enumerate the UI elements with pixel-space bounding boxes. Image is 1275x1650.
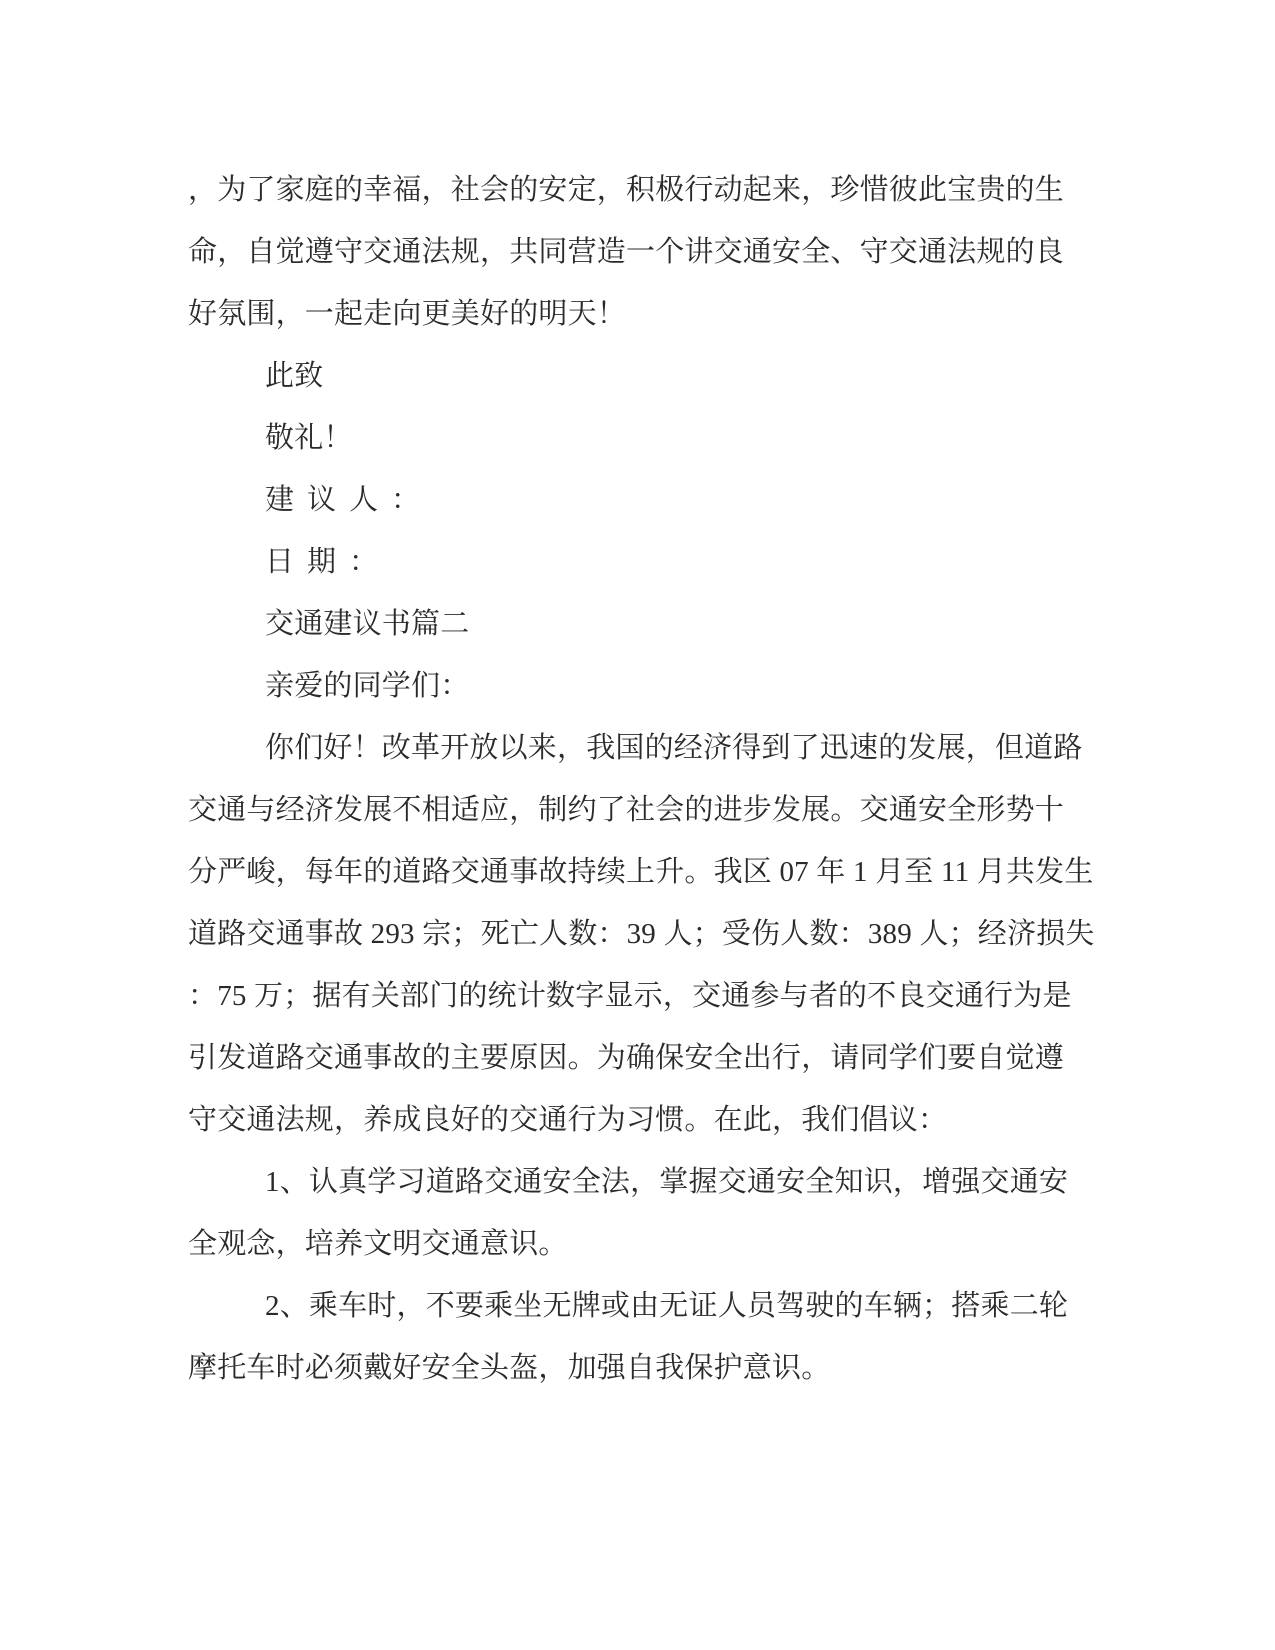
text-line: ：75 万；据有关部门的统计数字显示，交通参与者的不良交通行为是 — [188, 980, 1072, 1012]
text-line: 摩托车时必须戴好安全头盔，加强自我保护意识。 — [188, 1352, 831, 1384]
text-line-item-1: 1、认真学习道路交通安全法，掌握交通安全知识，增强交通安 — [265, 1166, 1069, 1198]
text-line-salutation: 亲爱的同学们： — [265, 670, 470, 702]
text-line: 守交通法规，养成良好的交通行为习惯。在此，我们倡议： — [188, 1104, 948, 1136]
document-text-block — [188, 159, 1095, 1399]
text-line: 交通与经济发展不相适应，制约了社会的进步发展。交通安全形势十 — [188, 794, 1065, 826]
text-line: 分严峻，每年的道路交通事故持续上升。我区 07 年 1 月至 11 月共发生 — [188, 856, 1094, 888]
text-line: 引发道路交通事故的主要原因。为确保安全出行，请同学们要自觉遵 — [188, 1042, 1065, 1074]
text-line-jingli: 敬礼！ — [265, 422, 353, 454]
text-line: 全观念，培养文明交通意识。 — [188, 1228, 568, 1260]
text-line: 道路交通事故 293 宗；死亡人数：39 人；受伤人数：389 人；经济损失 — [188, 918, 1095, 950]
text-line-date-label: 日期： — [265, 546, 392, 578]
text-line-cizhi: 此致 — [265, 360, 324, 392]
text-line-item-2: 2、乘车时，不要乘坐无牌或由无证人员驾驶的车辆；搭乘二轮 — [265, 1290, 1069, 1322]
text-line: 命，自觉遵守交通法规，共同营造一个讲交通安全、守交通法规的良 — [188, 236, 1065, 268]
text-line: 好氛围，一起走向更美好的明天！ — [188, 298, 627, 330]
text-line-section-title: 交通建议书篇二 — [265, 608, 470, 640]
text-line: 你们好！改革开放以来，我国的经济得到了迅速的发展，但道路 — [265, 732, 1083, 764]
text-line: ，为了家庭的幸福，社会的安定，积极行动起来，珍惜彼此宝贵的生 — [188, 174, 1065, 206]
text-line-proposer-label: 建议人： — [265, 484, 434, 516]
